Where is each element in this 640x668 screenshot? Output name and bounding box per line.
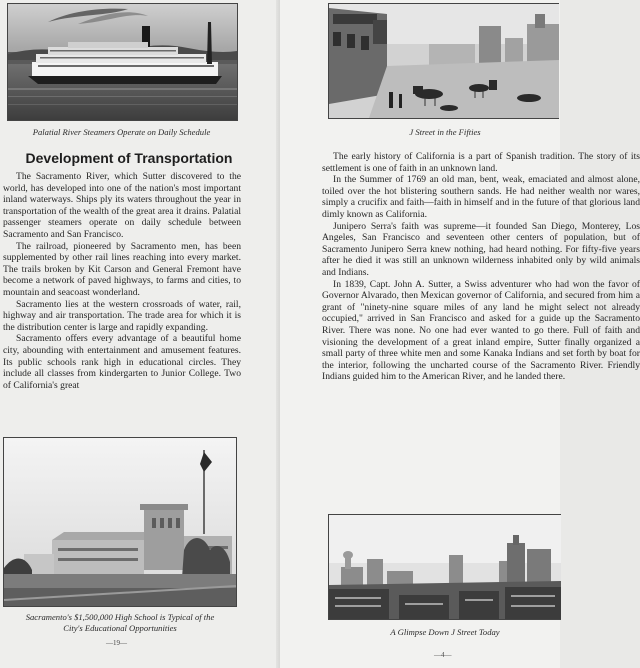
j-street-fifties-caption: J Street in the Fifties (409, 127, 481, 137)
page-heading: Development of Transportation (25, 150, 233, 166)
j-street-today-image (329, 515, 561, 619)
j-street-fifties-photo (328, 3, 559, 119)
river-steamer-image (8, 4, 237, 120)
left-page (0, 0, 280, 668)
paragraph: Sacramento lies at the western crossroads of water, rail, highway and air transportation. The trade area for which it is the distribution center is large and rapidly expanding. (3, 298, 241, 333)
paragraph: The railroad, pioneered by Sacramento men, has been supplemented by other rail lines reaching into every market. The trails broken by Kit Carson and General Fremont have become a network of paved highways, to farms and cities, to mountain and seacoast wonderland. (3, 240, 241, 298)
right-page (280, 0, 640, 668)
river-steamer-photo (7, 3, 238, 121)
paragraph: The Sacramento River, which Sutter discovered to the world, has developed into one of the nation's most important inland waterways. Ships ply its waters throughout the year in transportation of the wealth of the great area it drains. Palatial passenger steamers operate on daily schedule between Sacramento and San Francisco. (3, 171, 241, 240)
high-school-caption-line2: City's Educational Opportunities (63, 623, 177, 633)
high-school-caption-line1: Sacramento's $1,500,000 High School is Typical of the (25, 612, 215, 622)
paragraph: In 1839, Capt. John A. Sutter, a Swiss adventurer who had won the favor of Governor Alvarado, then Mexican governor of California, and secured from him a grant of "ninety-nine square miles of any land he might select not already occupied," arrived in San Francisco and asked for a guide up the Sacramento River. There was none. No one had ever wanted to go there. Full of faith and visioning the development of a great inland empire, Sutter finally organized a small party of three white men and some Kanaka Indians and set forth by boat for the interior, following the uncharted course of the Sacramento River. Friendly Indians guided him to the American River, and he landed there. (322, 278, 640, 383)
page-number: —19— (106, 639, 127, 647)
paragraph: Sacramento offers every advantage of a beautiful home city, abounding with entertainment and amusement features. Its public schools rank high in educational circles. They include all classes from kindergarten to Junior College. Two of California's great (3, 333, 241, 391)
river-steamer-caption: Palatial River Steamers Operate on Daily Schedule (32, 127, 211, 137)
right-text-column (322, 151, 640, 383)
j-street-today-photo (328, 514, 561, 620)
j-street-today-caption: A Glimpse Down J Street Today (390, 627, 500, 637)
page-number: —4— (434, 651, 452, 659)
paragraph: In the Summer of 1769 an old man, bent, weak, emaciated and almost alone, toiled over the hot blistering southern sands. He had neither wealth nor wares, simply a crucifix and faith—faith in himself and in the future of that glorious land dimly known as California. (322, 174, 640, 220)
j-street-fifties-image (329, 4, 559, 118)
high-school-image (4, 438, 236, 606)
paragraph: The early history of California is a part of Spanish tradition. The story of its settlement is one of faith in an unknown land. (322, 151, 640, 174)
left-text-column (3, 171, 241, 391)
paragraph: Junipero Serra's faith was supreme—it founded San Diego, Monterey, Los Angeles, San Francisco and seventeen other centers of population, but of Sacramento Junipero Serra knew nothing, had heard nothing. For fifty-five years after he died it was still an unknown wilderness inhabited only by wild animals and Indians. (322, 220, 640, 278)
high-school-photo (3, 437, 237, 607)
